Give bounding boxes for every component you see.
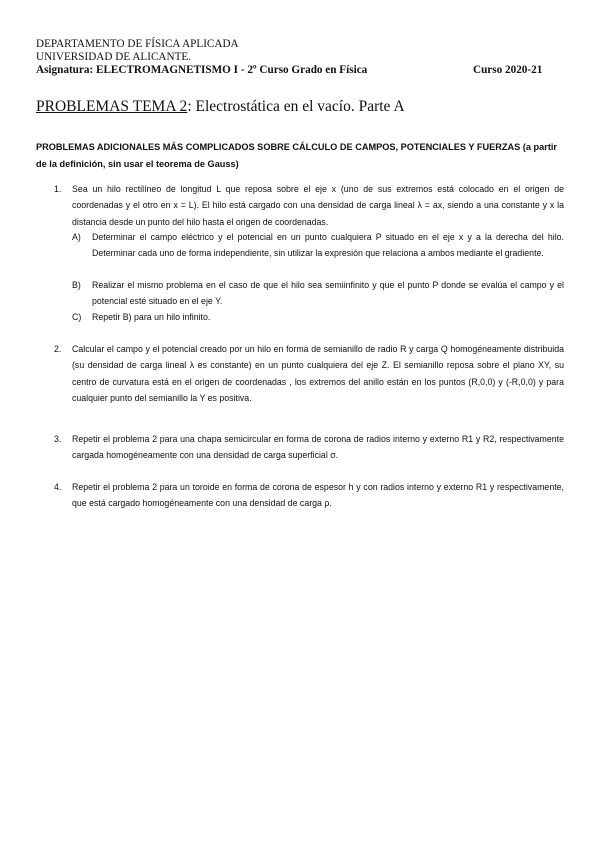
problem-number: 4. bbox=[54, 482, 62, 492]
course-year: Curso 2020-21 bbox=[473, 64, 543, 76]
subitem-text: Realizar el mismo problema en el caso de que el hilo sea semiinfinito y que el punto P donde se evalúa el campo y el potencial esté situado en el eje Y. bbox=[92, 280, 564, 307]
subitem-label: C) bbox=[72, 312, 82, 322]
section-heading: PROBLEMAS ADICIONALES MÁS COMPLICADOS SOBRE CÁLCULO DE CAMPOS, POTENCIALES Y FUERZAS (a partir de la definición, sin usar el teorema de Gauss) bbox=[36, 142, 558, 169]
subitem-text: Determinar el campo eléctrico y el potencial en un punto cualquiera P situado en el eje x y a la derecha del hilo. Determinar cada uno de forma independiente, sin utilizar la expresión que relaciona a ambos mediante el gradiente. bbox=[92, 232, 564, 259]
problem-text: Calcular el campo y el potencial creado por un hilo en forma de semianillo de radio R y carga Q homogéneamente distribuida (su densidad de carga lineal λ es constante) en un punto cualquiera del eje Z. El semianillo reposa sobre el plano XY, su centro de curvatura está en el origen de coordenadas , los extremos del anillo están en los puntos (R,0,0) y (-R,0,0) y para cualquier punto del semianillo la Y es positiva. bbox=[72, 344, 564, 403]
problem-text: Repetir el problema 2 para una chapa semicircular en forma de corona de radios interno y externo R1 y R2, respectivamente cargada homogéneamente con una densidad de carga superficial σ. bbox=[72, 434, 564, 461]
department-line: DEPARTAMENTO DE FÍSICA APLICADA bbox=[36, 38, 239, 50]
university-line: UNIVERSIDAD DE ALICANTE. bbox=[36, 51, 192, 63]
subitem-text: Repetir B) para un hilo infinito. bbox=[92, 312, 211, 322]
subitem-label: A) bbox=[72, 232, 81, 242]
title-subtitle: : Electrostática en el vacío. Parte A bbox=[187, 98, 405, 115]
title-topic: PROBLEMAS TEMA 2 bbox=[36, 98, 188, 115]
subject-line bbox=[36, 64, 566, 77]
problem-number: 2. bbox=[54, 344, 62, 354]
problem-text: Sea un hilo rectilíneo de longitud L que reposa sobre el eje x (uno de sus extremos está colocado en el origen de coordenadas y el otro en x = L). El hilo está cargado con una densidad de carga lineal λ = ax, siendo a una constante y x la distancia desde un punto del hilo hasta el origen de coordenadas. bbox=[72, 184, 564, 227]
problem-number: 3. bbox=[54, 434, 62, 444]
page-title bbox=[36, 98, 405, 116]
problem-text: Repetir el problema 2 para un toroide en forma de corona de espesor h y con radios interno y externo R1 y respectivamente, que está cargado homogéneamente con una densidad de carga ρ. bbox=[72, 482, 564, 509]
problem-number: 1. bbox=[54, 184, 62, 194]
subitem-label: B) bbox=[72, 280, 81, 290]
subject-text: Asignatura: ELECTROMAGNETISMO I - 2º Curso Grado en Física bbox=[36, 64, 368, 76]
